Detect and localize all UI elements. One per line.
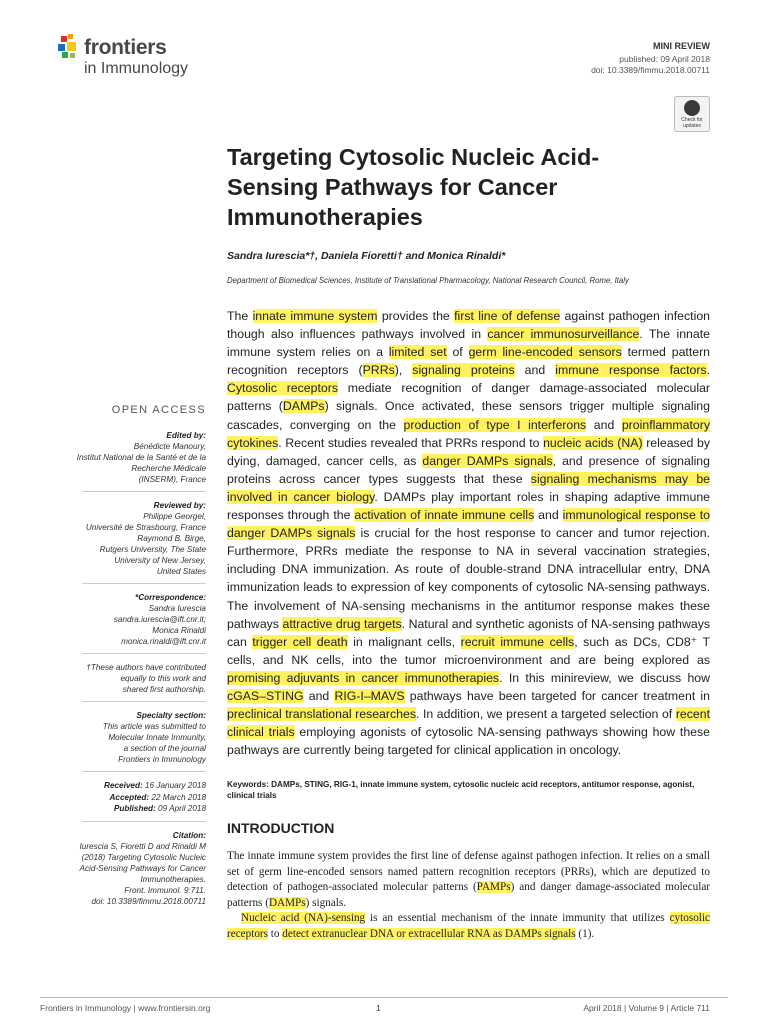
sidebar-divider xyxy=(82,771,206,772)
introduction-paragraph-2 xyxy=(227,911,710,942)
citation-label: Citation: xyxy=(172,830,206,840)
highlighted-phrase: cytosolic receptors xyxy=(227,912,710,940)
reviewed-by-list xyxy=(48,511,206,577)
frontiers-logo-icon xyxy=(58,34,82,60)
sidebar-line: equally to this work and xyxy=(120,674,206,683)
highlighted-phrase: activation of innate immune cells xyxy=(354,508,535,523)
sidebar-divider xyxy=(82,583,206,584)
reviewed-by-label: Reviewed by: xyxy=(153,501,206,510)
footer-volume-info: April 2018 | Volume 9 | Article 711 xyxy=(583,1003,710,1013)
sidebar-line: (2018) Targeting Cytosolic Nucleic xyxy=(81,852,206,862)
affiliation: Department of Biomedical Sciences, Institute of Translational Pharmacology, National Research Council, Rome, Italy xyxy=(227,276,629,285)
sidebar-line: Bénédicte Manoury, xyxy=(133,442,206,451)
highlighted-phrase: DAMPs xyxy=(282,399,325,414)
highlighted-phrase: immune response factors xyxy=(555,363,707,378)
highlighted-phrase: production of type I interferons xyxy=(403,417,587,432)
sidebar-line: Acid-Sensing Pathways for Cancer xyxy=(79,863,206,873)
highlighted-phrase: signaling mechanisms may be involved in cancer biology xyxy=(227,471,710,504)
text-run: . Natural and synthetic agonists of NA-sensing pathways can xyxy=(227,616,710,649)
text-run: and xyxy=(303,688,335,703)
highlighted-phrase: germ line-encoded sensors xyxy=(468,345,622,360)
highlighted-phrase: promising adjuvants in cancer immunotherapies xyxy=(227,670,500,685)
highlighted-phrase: DAMPs xyxy=(268,896,306,909)
published-date: published: 09 April 2018 xyxy=(619,54,710,64)
text-run: ), xyxy=(394,363,413,378)
text-run: , and presence of signaling proteins across cancer types suggests that these xyxy=(227,453,710,486)
sidebar-line: shared first authorship. xyxy=(122,685,206,694)
introduction-body xyxy=(227,849,710,943)
highlighted-phrase: nucleic acids (NA) xyxy=(543,435,643,450)
text-run: mediate recognition of danger damage-associated molecular patterns ( xyxy=(227,381,710,414)
text-run: ) signals. Once activated, these sensors trigger multiple signaling cascades, converging on the xyxy=(227,399,710,432)
text-run: ) signals. xyxy=(305,896,347,909)
text-run: and xyxy=(586,417,622,432)
sidebar-divider xyxy=(82,491,206,492)
highlighted-phrase: recruit immune cells xyxy=(460,634,575,649)
sidebar-line: sandra.iurescia@ift.cnr.it; xyxy=(113,615,206,624)
sidebar-line: Recherche Médicale xyxy=(131,464,206,473)
highlighted-phrase: RIG-I–MAVS xyxy=(334,688,405,703)
sidebar-line: Iurescia S, Fioretti D and Rinaldi M xyxy=(79,841,206,851)
sidebar-line: Sandra Iurescia xyxy=(148,604,206,613)
sidebar-divider xyxy=(82,653,206,654)
highlighted-phrase: immunological response to danger DAMPs signals xyxy=(227,508,710,541)
highlighted-phrase: innate immune system xyxy=(252,309,378,323)
text-run: ) and danger damage-associated molecular patterns ( xyxy=(227,881,711,909)
check-updates-label: Check for updates xyxy=(681,117,703,129)
publication-info xyxy=(591,54,710,76)
sidebar-line: doi: 10.3389/fimmu.2018.00711 xyxy=(91,896,206,906)
highlighted-phrase: cGAS–STING xyxy=(227,688,304,703)
sidebar-line: Frontiers in Immunology xyxy=(118,755,206,764)
text-run: of xyxy=(446,345,469,360)
highlighted-phrase: trigger cell death xyxy=(252,634,348,649)
sidebar-line: monica.rinaldi@ift.cnr.it xyxy=(121,637,206,646)
highlighted-phrase: recent clinical trials xyxy=(227,707,710,740)
highlighted-phrase: danger DAMPs signals xyxy=(422,453,553,468)
sidebar-line: Institut National de la Santé et de la xyxy=(76,453,206,462)
edited-by-label: Edited by: xyxy=(166,431,206,440)
sidebar-line: Front. Immunol. 9:711. xyxy=(124,885,206,895)
text-run: released by dying, damaged, cancer cells, as xyxy=(227,435,710,468)
highlighted-phrase: signaling proteins xyxy=(412,363,515,378)
text-run: is an essential mechanism of the innate immunity that utilizes xyxy=(365,912,670,925)
accepted-date: Accepted: 22 March 2018 xyxy=(109,792,206,802)
specialty-section-label: Specialty section: xyxy=(136,711,206,720)
journal-name-line2: in Immunology xyxy=(84,60,189,77)
text-run: . The innate immune system relies on a xyxy=(227,327,710,360)
sidebar-divider xyxy=(82,821,206,822)
author-list: Sandra Iurescia*†, Daniela Fioretti† and Monica Rinaldi* xyxy=(227,250,506,262)
correspondence-list[interactable] xyxy=(48,603,206,647)
highlighted-phrase: Nucleic acid (NA)-sensing xyxy=(241,912,366,925)
text-run: to xyxy=(268,927,283,940)
journal-logo xyxy=(58,34,218,84)
text-run: . In addition, we present a targeted selection of xyxy=(415,707,676,722)
text-run: pathways have been targeted for cancer treatment in xyxy=(404,688,710,703)
footer-journal-link[interactable]: Frontiers in Immunology | www.frontiersin.org xyxy=(40,1003,211,1013)
highlighted-phrase: attractive drug targets xyxy=(282,616,402,631)
sidebar-line: (INSERM), France xyxy=(138,475,206,484)
text-run: against pathogen infection though also influences pathways involved in xyxy=(227,309,710,342)
text-run: The innate immune system provides the first line of defense against pathogen infection. It relies on a small set of germ line-encoded sensors named pattern recognition receptors (PRRs), which are deputized to detection of pathogen-associated molecular patterns ( xyxy=(227,850,710,894)
text-run: , such as DCs, CD8⁺ T cells, and NK cells, into the tumor microenvironment and are being explored as xyxy=(227,634,711,667)
correspondence-label: *Correspondence: xyxy=(135,593,206,602)
text-run: provides the xyxy=(377,309,455,323)
highlighted-phrase: PAMPs xyxy=(476,881,511,894)
text-run: (1). xyxy=(575,927,595,940)
sidebar-line: Rutgers University, The State xyxy=(99,545,206,554)
highlighted-phrase: limited set xyxy=(388,345,447,360)
text-run: and xyxy=(514,363,556,378)
sidebar-line: Philippe Georgel, xyxy=(143,512,206,521)
introduction-paragraph-1 xyxy=(227,849,710,911)
text-run: . Recent studies revealed that PRRs respond to xyxy=(278,435,544,450)
highlighted-phrase: cancer immunosurveillance xyxy=(487,327,640,342)
text-run: . In this minireview, we discuss how xyxy=(499,670,711,685)
highlighted-phrase: Cytosolic receptors xyxy=(227,381,338,396)
sidebar-line: †These authors have contributed xyxy=(86,663,206,672)
abstract-text xyxy=(227,307,710,759)
highlighted-phrase: first line of defense xyxy=(454,309,561,323)
text-run: is crucial for the host response to cancer and tumor rejection. Furthermore, PRRs mediate the response to NA in several vaccination strategies, including DNA immunization. As route of double-strand DNA intracellular entry, DNA immunization leads to expression of key components of cytosolic NA-sensing pathways. The involvement of NA-sensing mechanisms in the antitumor response makes these pathways xyxy=(227,526,710,631)
doi-link[interactable]: doi: 10.3389/fimmu.2018.00711 xyxy=(591,65,710,75)
received-date: Received: 16 January 2018 xyxy=(104,781,206,790)
check-updates-icon xyxy=(684,100,700,116)
sidebar-line: Université de Strasbourg, France xyxy=(85,523,206,532)
text-run: in malignant cells, xyxy=(347,634,461,649)
check-for-updates-button[interactable] xyxy=(674,96,710,132)
highlighted-phrase: PRRs xyxy=(362,363,395,378)
article-type: MINI REVIEW xyxy=(652,41,710,51)
text-run: and xyxy=(534,508,563,523)
text-run: termed pattern recognition receptors ( xyxy=(227,345,711,378)
edited-by-list xyxy=(48,441,206,485)
highlighted-phrase: proinflammatory cytokines xyxy=(227,417,710,450)
citation-text xyxy=(48,841,206,907)
keywords: Keywords: DAMPs, STING, RIG-1, innate immune system, cytosolic nucleic acid receptors, antitumor response, agonist, clinical trials xyxy=(227,780,695,800)
text-run: . xyxy=(706,363,710,378)
footer-divider xyxy=(40,997,728,998)
article-title: Targeting Cytosolic Nucleic Acid-Sensing Pathways for Cancer Immunotherapies xyxy=(227,144,600,230)
text-run: The xyxy=(227,309,253,323)
sidebar-line: a section of the journal xyxy=(123,744,206,753)
sidebar-divider xyxy=(82,701,206,702)
text-run: employing agonists of cytosolic NA-sensing pathways showing how these pathways are currently being targeted for clinical application in oncology. xyxy=(227,725,710,758)
sidebar-line: Immunotherapies. xyxy=(140,874,206,884)
article-sidebar xyxy=(48,405,206,907)
sidebar-line: University of New Jersey, xyxy=(114,556,206,565)
published-date-sidebar: Published: 09 April 2018 xyxy=(113,804,206,813)
specialty-section-text xyxy=(48,721,206,765)
article-dates xyxy=(48,780,206,815)
highlighted-phrase: detect extranuclear DNA or extracellular RNA as DAMPs signals xyxy=(282,927,576,940)
sidebar-line: Molecular Innate Immunity, xyxy=(108,733,206,742)
sidebar-line: Monica Rinaldi xyxy=(152,626,206,635)
open-access-label: OPEN ACCESS xyxy=(111,404,206,416)
equal-contribution-note xyxy=(48,662,206,695)
sidebar-line: United States xyxy=(156,567,206,576)
journal-name-line1: frontiers xyxy=(84,36,167,59)
introduction-heading: INTRODUCTION xyxy=(227,820,335,836)
page-number: 1 xyxy=(376,1003,381,1013)
sidebar-line: This article was submitted to xyxy=(102,722,206,731)
sidebar-line: Raymond B. Birge, xyxy=(137,534,206,543)
highlighted-phrase: preclinical translational researches xyxy=(227,707,416,722)
text-run: . DAMPs play important roles in shaping adaptive immune responses through the xyxy=(227,489,710,523)
